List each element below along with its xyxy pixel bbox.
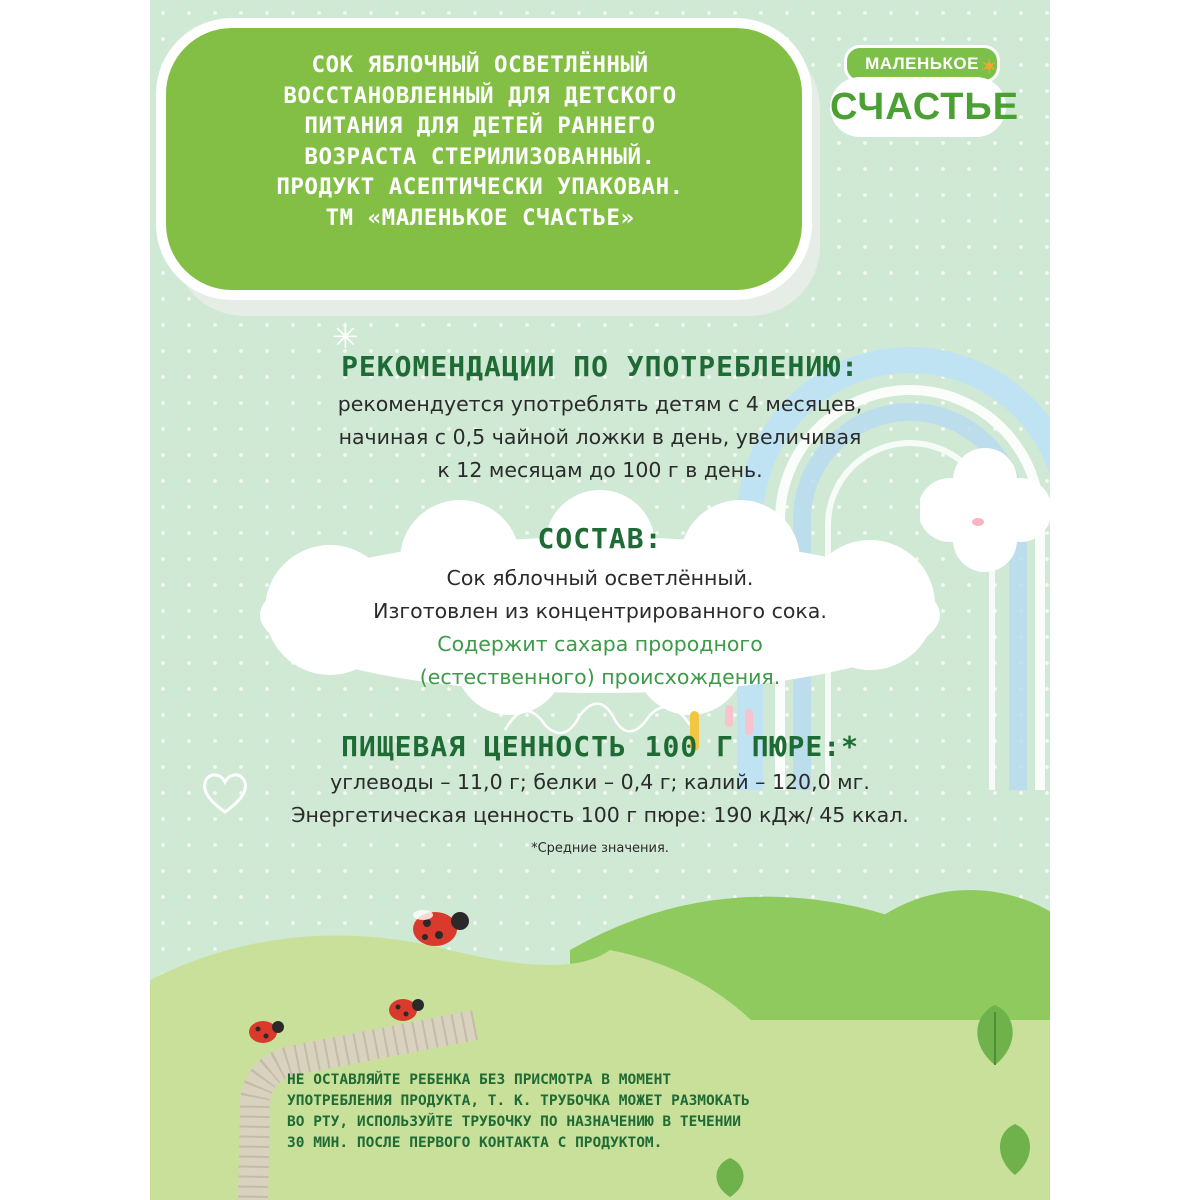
sparkle-icon: ✶ xyxy=(980,55,999,80)
sugar-note-line: Содержит сахара прородного xyxy=(437,632,763,656)
recommendations-heading: РЕКОМЕНДАЦИИ ПО УПОТРЕБЛЕНИЮ: xyxy=(341,350,859,383)
recommendations-line: к 12 месяцам до 100 г в день. xyxy=(437,458,763,482)
sugar-note-line: (естественного) происхождения. xyxy=(419,665,781,689)
sparkle-icon: ✳ xyxy=(332,318,359,356)
warning-line: ВО РТУ, ИСПОЛЬЗУЙТЕ ТРУБОЧКУ ПО НАЗНАЧЕНИЮ В ТЕЧЕНИИ xyxy=(287,1114,741,1130)
nutrition-heading: ПИЩЕВАЯ ЦЕННОСТЬ 100 Г ПЮРЕ:* xyxy=(341,730,859,763)
title-line: ПРОДУКТ АСЕПТИЧЕСКИ УПАКОВАН. xyxy=(276,174,684,200)
title-line: ПИТАНИЯ ДЛЯ ДЕТЕЙ РАННЕГО xyxy=(304,113,656,139)
composition-heading: СОСТАВ: xyxy=(537,522,663,555)
straw-warning xyxy=(287,1070,987,1154)
warning-line: 30 МИН. ПОСЛЕ ПЕРВОГО КОНТАКТА С ПРОДУКТОМ. xyxy=(287,1135,663,1151)
product-info-poster xyxy=(150,0,1050,1200)
recommendations-text xyxy=(150,388,1050,487)
ladybug-icon xyxy=(405,895,475,955)
recommendations-line: начиная с 0,5 чайной ложки в день, увеличивая xyxy=(338,425,862,449)
title-line: ТМ «МАЛЕНЬКОЕ СЧАСТЬЕ» xyxy=(325,204,635,231)
product-title xyxy=(180,50,780,233)
title-line: ВОЗРАСТА СТЕРИЛИЗОВАННЫЙ. xyxy=(304,143,656,170)
title-line: СОК ЯБЛОЧНЫЙ ОСВЕТЛЁННЫЙ xyxy=(311,52,649,78)
nutrition-line: Энергетическая ценность 100 г пюре: 190 кДж/ 45 ккал. xyxy=(291,803,909,827)
composition-line: Сок яблочный осветлённый. xyxy=(446,566,754,590)
leaf-icon xyxy=(965,1000,1025,1070)
logo-top-text: МАЛЕНЬКОЕ xyxy=(844,45,1000,83)
logo-main-text: СЧАСТЬЕ xyxy=(830,77,1006,137)
nutrition-text xyxy=(150,766,1050,832)
composition-line: Изготовлен из концентрированного сока. xyxy=(373,599,827,623)
brand-logo xyxy=(830,35,1020,145)
warning-line: УПОТРЕБЛЕНИЯ ПРОДУКТА, Т. К. ТРУБОЧКА МОЖЕТ РАЗМОКАТЬ xyxy=(287,1093,750,1109)
warning-line: НЕ ОСТАВЛЯЙТЕ РЕБЕНКА БЕЗ ПРИСМОТРА В МОМЕНТ xyxy=(287,1072,672,1088)
ladybug-icon xyxy=(385,990,425,1026)
nutrition-line: углеводы – 11,0 г; белки – 0,4 г; калий – 120,0 мг. xyxy=(330,770,870,794)
ladybug-icon xyxy=(245,1012,285,1048)
composition-text xyxy=(150,562,1050,694)
nutrition-footnote: *Средние значения. xyxy=(531,841,669,856)
leaf-icon xyxy=(705,1155,755,1200)
title-line: ВОССТАНОВЛЕННЫЙ ДЛЯ ДЕТСКОГО xyxy=(283,82,677,109)
recommendations-line: рекомендуется употреблять детям с 4 месяцев, xyxy=(337,392,863,416)
leaf-icon xyxy=(990,1120,1040,1180)
